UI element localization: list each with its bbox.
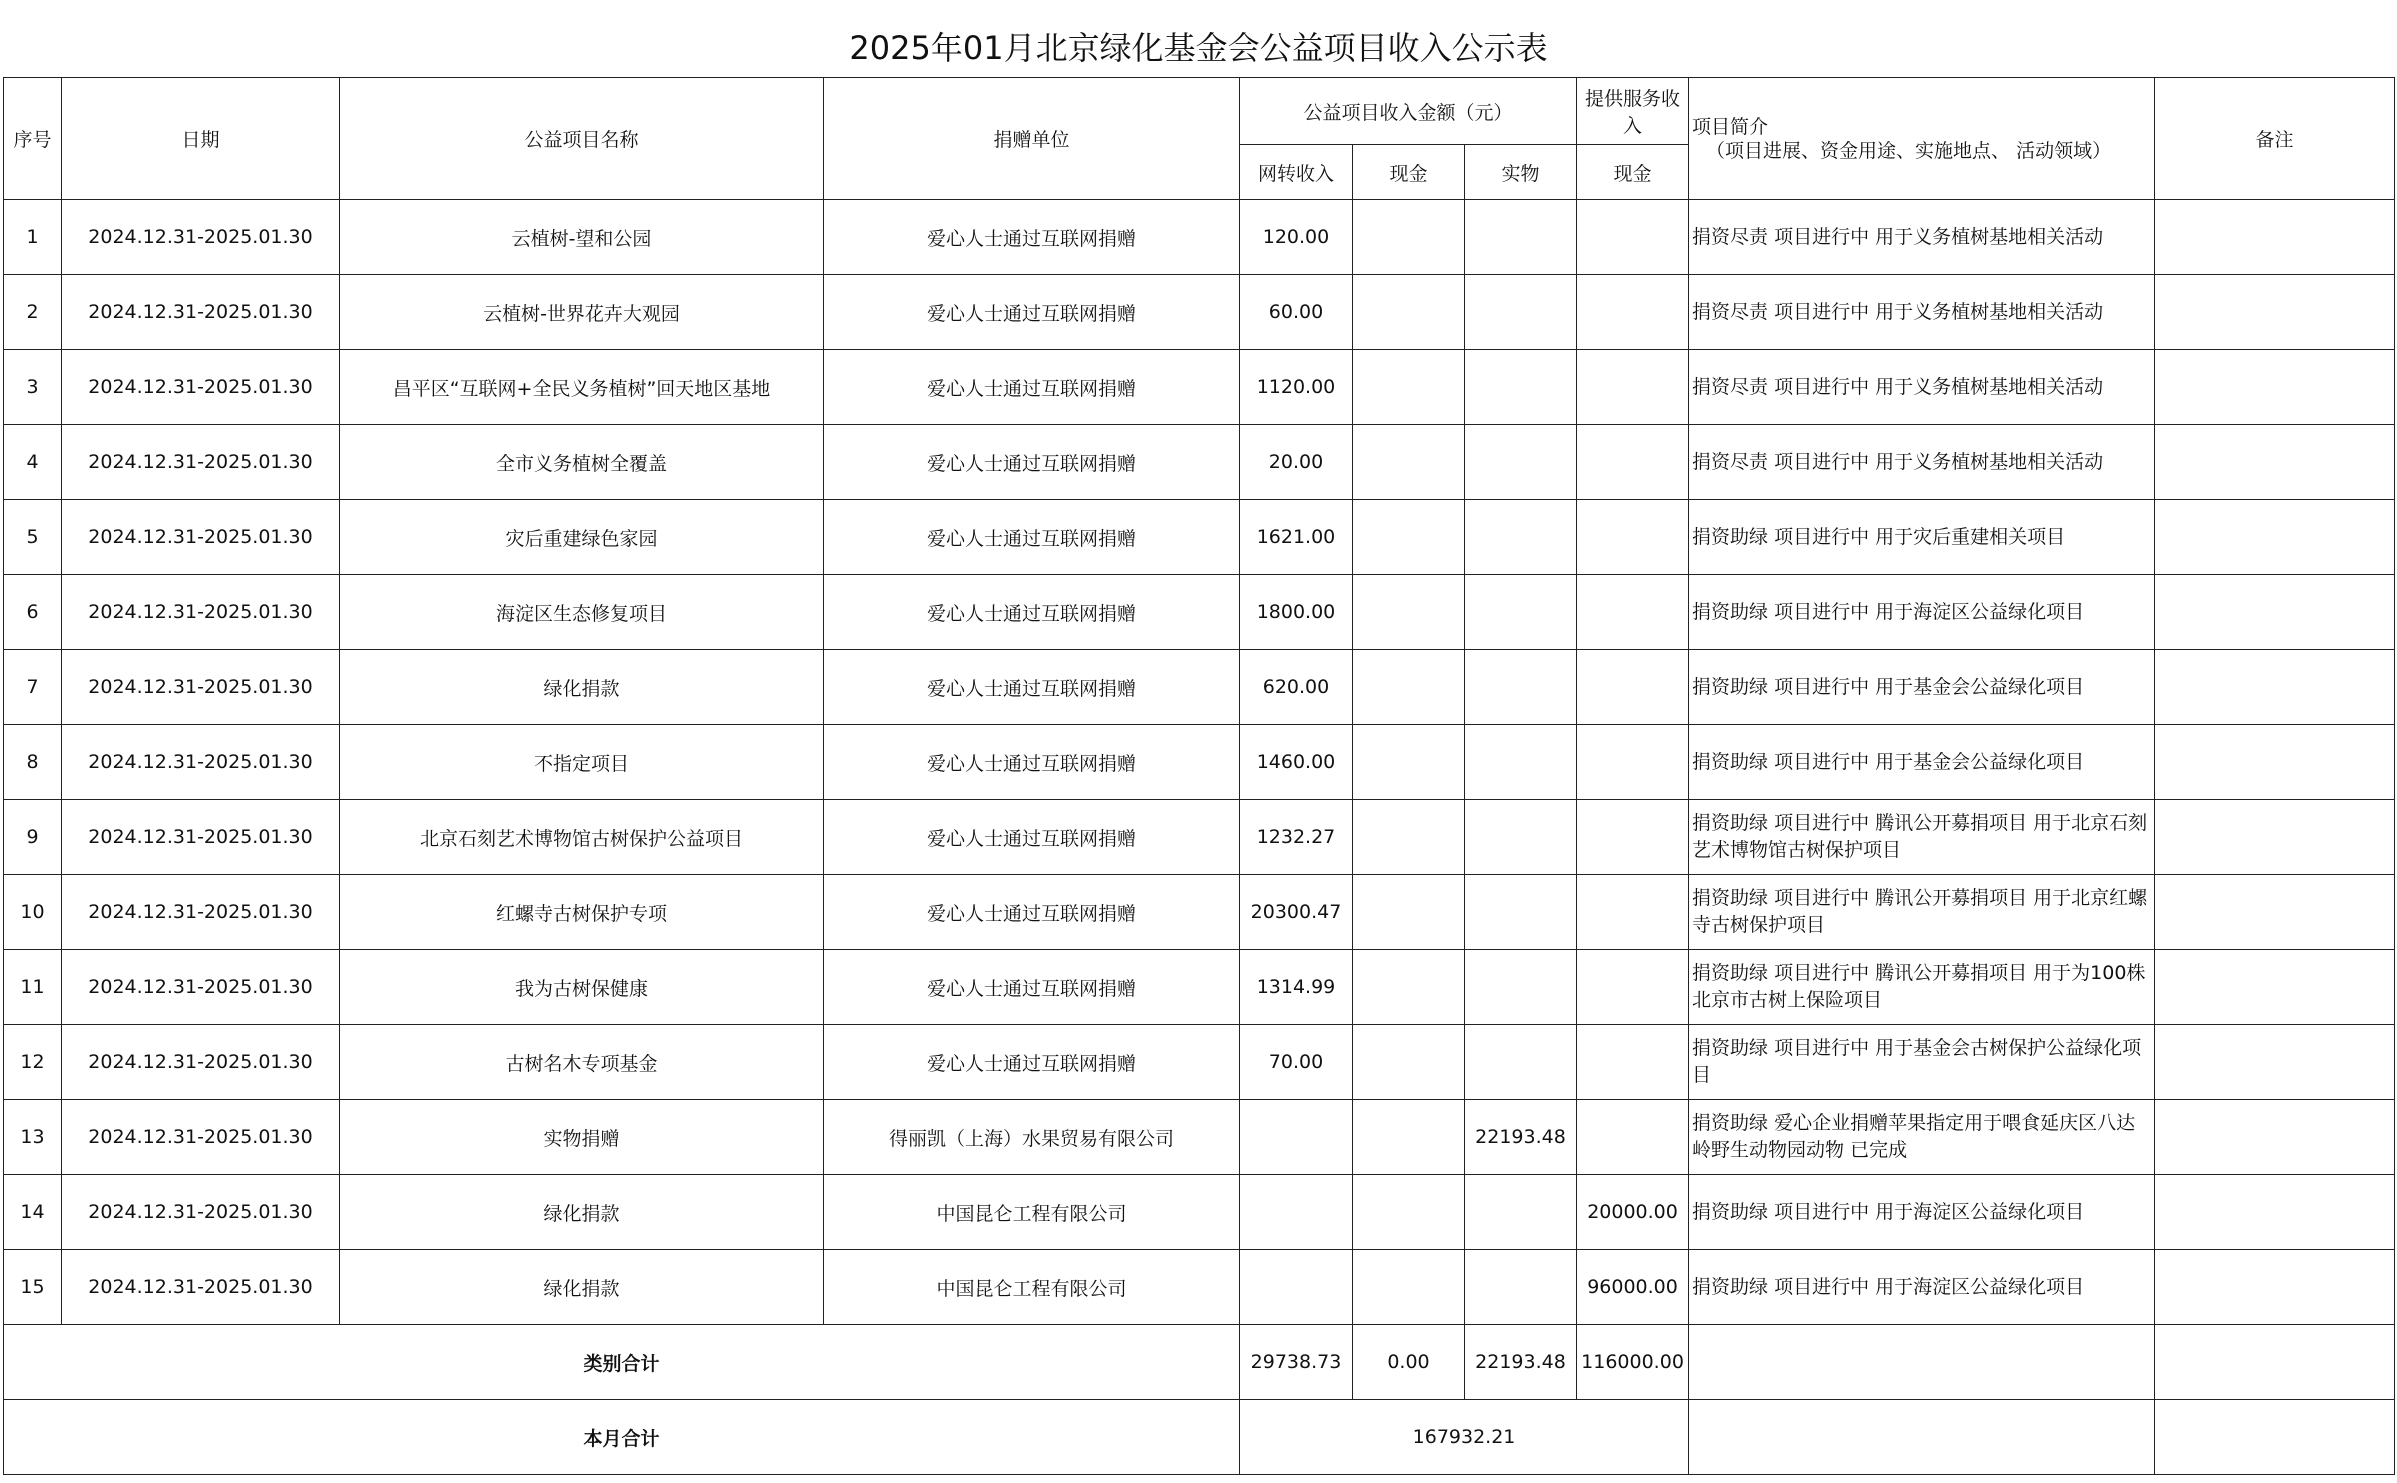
cell-intro: 捐资助绿 项目进行中 用于海淀区公益绿化项目 (1689, 1250, 2155, 1325)
cell-remark (2155, 1025, 2395, 1100)
cell-goods (1465, 1250, 1577, 1325)
cell-online: 1232.27 (1240, 800, 1353, 875)
cell-intro: 捐资助绿 项目进行中 腾讯公开募捐项目 用于北京石刻艺术博物馆古树保护项目 (1689, 800, 2155, 875)
cell-date: 2024.12.31-2025.01.30 (62, 725, 340, 800)
cell-cash (1353, 200, 1465, 275)
cell-remark (2155, 725, 2395, 800)
header-index: 序号 (4, 78, 62, 200)
category-total-goods: 22193.48 (1465, 1325, 1577, 1400)
cell-index: 9 (4, 800, 62, 875)
cell-service: 96000.00 (1577, 1250, 1689, 1325)
cell-donor: 得丽凯（上海）水果贸易有限公司 (824, 1100, 1240, 1175)
cell-intro: 捐资助绿 项目进行中 腾讯公开募捐项目 用于为100株北京市古树上保险项目 (1689, 950, 2155, 1025)
table-row (4, 350, 2395, 425)
cell-remark (2155, 1250, 2395, 1325)
cell-project: 不指定项目 (340, 725, 824, 800)
cell-intro: 捐资助绿 项目进行中 用于海淀区公益绿化项目 (1689, 575, 2155, 650)
cell-intro: 捐资尽责 项目进行中 用于义务植树基地相关活动 (1689, 200, 2155, 275)
cell-index: 2 (4, 275, 62, 350)
cell-cash (1353, 350, 1465, 425)
cell-project: 我为古树保健康 (340, 950, 824, 1025)
cell-project: 灾后重建绿色家园 (340, 500, 824, 575)
header-service-group: 提供服务收入 (1577, 78, 1689, 145)
cell-date: 2024.12.31-2025.01.30 (62, 500, 340, 575)
cell-project: 海淀区生态修复项目 (340, 575, 824, 650)
cell-service (1577, 1025, 1689, 1100)
cell-intro: 捐资助绿 项目进行中 用于海淀区公益绿化项目 (1689, 1175, 2155, 1250)
cell-intro: 捐资尽责 项目进行中 用于义务植树基地相关活动 (1689, 425, 2155, 500)
cell-online: 620.00 (1240, 650, 1353, 725)
category-total-intro (1689, 1325, 2155, 1400)
cell-date: 2024.12.31-2025.01.30 (62, 1175, 340, 1250)
table-row (4, 725, 2395, 800)
cell-index: 8 (4, 725, 62, 800)
income-table (3, 77, 2395, 1475)
cell-remark (2155, 800, 2395, 875)
table-row (4, 950, 2395, 1025)
cell-donor: 中国昆仑工程有限公司 (824, 1250, 1240, 1325)
cell-online: 1621.00 (1240, 500, 1353, 575)
cell-cash (1353, 275, 1465, 350)
cell-intro: 捐资助绿 项目进行中 用于基金会古树保护公益绿化项目 (1689, 1025, 2155, 1100)
cell-goods (1465, 1175, 1577, 1250)
cell-date: 2024.12.31-2025.01.30 (62, 1025, 340, 1100)
cell-intro: 捐资尽责 项目进行中 用于义务植树基地相关活动 (1689, 275, 2155, 350)
cell-index: 7 (4, 650, 62, 725)
cell-online (1240, 1250, 1353, 1325)
table-row (4, 500, 2395, 575)
cell-remark (2155, 275, 2395, 350)
cell-service (1577, 650, 1689, 725)
category-total-remark (2155, 1325, 2395, 1400)
cell-donor: 爱心人士通过互联网捐赠 (824, 650, 1240, 725)
cell-date: 2024.12.31-2025.01.30 (62, 800, 340, 875)
cell-service (1577, 875, 1689, 950)
cell-date: 2024.12.31-2025.01.30 (62, 875, 340, 950)
cell-project: 红螺寺古树保护专项 (340, 875, 824, 950)
cell-cash (1353, 500, 1465, 575)
month-total-row (4, 1400, 2395, 1475)
header-online: 网转收入 (1240, 145, 1353, 200)
header-intro-title: 项目简介 (1692, 115, 1769, 138)
cell-goods (1465, 425, 1577, 500)
cell-goods (1465, 950, 1577, 1025)
cell-intro: 捐资尽责 项目进行中 用于义务植树基地相关活动 (1689, 350, 2155, 425)
cell-cash (1353, 875, 1465, 950)
cell-online: 20.00 (1240, 425, 1353, 500)
cell-project: 云植树-世界花卉大观园 (340, 275, 824, 350)
cell-remark (2155, 650, 2395, 725)
cell-index: 14 (4, 1175, 62, 1250)
cell-goods (1465, 200, 1577, 275)
cell-donor: 爱心人士通过互联网捐赠 (824, 800, 1240, 875)
table-row (4, 575, 2395, 650)
cell-date: 2024.12.31-2025.01.30 (62, 1250, 340, 1325)
cell-cash (1353, 950, 1465, 1025)
cell-cash (1353, 425, 1465, 500)
cell-goods: 22193.48 (1465, 1100, 1577, 1175)
cell-intro: 捐资助绿 项目进行中 用于灾后重建相关项目 (1689, 500, 2155, 575)
cell-remark (2155, 1175, 2395, 1250)
cell-cash (1353, 1250, 1465, 1325)
header-service-cash: 现金 (1577, 145, 1689, 200)
header-cash: 现金 (1353, 145, 1465, 200)
cell-project: 北京石刻艺术博物馆古树保护公益项目 (340, 800, 824, 875)
cell-donor: 爱心人士通过互联网捐赠 (824, 1025, 1240, 1100)
cell-remark (2155, 350, 2395, 425)
cell-cash (1353, 1100, 1465, 1175)
category-total-service: 116000.00 (1577, 1325, 1689, 1400)
cell-service (1577, 500, 1689, 575)
header-project: 公益项目名称 (340, 78, 824, 200)
cell-donor: 爱心人士通过互联网捐赠 (824, 725, 1240, 800)
cell-donor: 爱心人士通过互联网捐赠 (824, 275, 1240, 350)
category-total-online: 29738.73 (1240, 1325, 1353, 1400)
cell-online: 1314.99 (1240, 950, 1353, 1025)
table-row (4, 275, 2395, 350)
cell-donor: 爱心人士通过互联网捐赠 (824, 950, 1240, 1025)
cell-service (1577, 725, 1689, 800)
cell-intro: 捐资助绿 项目进行中 用于基金会公益绿化项目 (1689, 725, 2155, 800)
cell-index: 5 (4, 500, 62, 575)
header-remark: 备注 (2155, 78, 2395, 200)
cell-cash (1353, 1025, 1465, 1100)
cell-donor: 爱心人士通过互联网捐赠 (824, 875, 1240, 950)
cell-cash (1353, 725, 1465, 800)
cell-intro: 捐资助绿 项目进行中 腾讯公开募捐项目 用于北京红螺寺古树保护项目 (1689, 875, 2155, 950)
cell-service (1577, 575, 1689, 650)
cell-date: 2024.12.31-2025.01.30 (62, 950, 340, 1025)
cell-online: 1460.00 (1240, 725, 1353, 800)
cell-donor: 爱心人士通过互联网捐赠 (824, 425, 1240, 500)
cell-goods (1465, 650, 1577, 725)
cell-project: 绿化捐款 (340, 650, 824, 725)
cell-goods (1465, 275, 1577, 350)
month-total-label: 本月合计 (4, 1400, 1240, 1475)
cell-goods (1465, 575, 1577, 650)
cell-remark (2155, 200, 2395, 275)
cell-online: 120.00 (1240, 200, 1353, 275)
cell-date: 2024.12.31-2025.01.30 (62, 350, 340, 425)
table-row (4, 200, 2395, 275)
cell-goods (1465, 1025, 1577, 1100)
table-row (4, 1175, 2395, 1250)
cell-cash (1353, 1175, 1465, 1250)
cell-date: 2024.12.31-2025.01.30 (62, 650, 340, 725)
table-row (4, 1100, 2395, 1175)
cell-donor: 爱心人士通过互联网捐赠 (824, 575, 1240, 650)
header-row-1 (4, 78, 2395, 145)
cell-date: 2024.12.31-2025.01.30 (62, 1100, 340, 1175)
header-donor: 捐赠单位 (824, 78, 1240, 200)
header-intro-subtitle: （项目进展、资金用途、实施地点、 活动领域） (1706, 139, 2112, 162)
table-row (4, 875, 2395, 950)
header-income-group: 公益项目收入金额（元） (1240, 78, 1577, 145)
cell-goods (1465, 500, 1577, 575)
cell-date: 2024.12.31-2025.01.30 (62, 200, 340, 275)
cell-remark (2155, 950, 2395, 1025)
cell-index: 11 (4, 950, 62, 1025)
cell-service (1577, 800, 1689, 875)
cell-donor: 爱心人士通过互联网捐赠 (824, 350, 1240, 425)
cell-service (1577, 425, 1689, 500)
cell-date: 2024.12.31-2025.01.30 (62, 425, 340, 500)
category-total-row (4, 1325, 2395, 1400)
cell-online (1240, 1175, 1353, 1250)
cell-online: 1120.00 (1240, 350, 1353, 425)
cell-project: 实物捐赠 (340, 1100, 824, 1175)
cell-service (1577, 1100, 1689, 1175)
cell-index: 3 (4, 350, 62, 425)
cell-online: 60.00 (1240, 275, 1353, 350)
category-total-cash: 0.00 (1353, 1325, 1465, 1400)
cell-service (1577, 200, 1689, 275)
cell-remark (2155, 1100, 2395, 1175)
cell-online (1240, 1100, 1353, 1175)
cell-goods (1465, 875, 1577, 950)
cell-project: 全市义务植树全覆盖 (340, 425, 824, 500)
category-total-label: 类别合计 (4, 1325, 1240, 1400)
header-goods: 实物 (1465, 145, 1577, 200)
cell-goods (1465, 800, 1577, 875)
cell-intro: 捐资助绿 项目进行中 用于基金会公益绿化项目 (1689, 650, 2155, 725)
cell-service: 20000.00 (1577, 1175, 1689, 1250)
table-row (4, 800, 2395, 875)
header-intro (1689, 78, 2155, 200)
cell-remark (2155, 500, 2395, 575)
cell-index: 13 (4, 1100, 62, 1175)
cell-remark (2155, 575, 2395, 650)
cell-project: 云植树-望和公园 (340, 200, 824, 275)
page-title: 2025年01月北京绿化基金会公益项目收入公示表 (849, 29, 1548, 67)
cell-online: 70.00 (1240, 1025, 1353, 1100)
cell-donor: 爱心人士通过互联网捐赠 (824, 500, 1240, 575)
cell-index: 12 (4, 1025, 62, 1100)
cell-online: 1800.00 (1240, 575, 1353, 650)
cell-index: 1 (4, 200, 62, 275)
cell-project: 古树名木专项基金 (340, 1025, 824, 1100)
month-total-remark (2155, 1400, 2395, 1475)
cell-service (1577, 275, 1689, 350)
cell-index: 15 (4, 1250, 62, 1325)
table-row (4, 1250, 2395, 1325)
month-total-value: 167932.21 (1240, 1400, 1689, 1475)
table-row (4, 425, 2395, 500)
cell-index: 10 (4, 875, 62, 950)
cell-project: 绿化捐款 (340, 1250, 824, 1325)
header-date: 日期 (62, 78, 340, 200)
cell-cash (1353, 800, 1465, 875)
table-row (4, 1025, 2395, 1100)
cell-remark (2155, 875, 2395, 950)
cell-donor: 中国昆仑工程有限公司 (824, 1175, 1240, 1250)
cell-cash (1353, 575, 1465, 650)
cell-intro: 捐资助绿 爱心企业捐赠苹果指定用于喂食延庆区八达岭野生动物园动物 已完成 (1689, 1100, 2155, 1175)
month-total-intro (1689, 1400, 2155, 1475)
cell-service (1577, 350, 1689, 425)
table-row (4, 650, 2395, 725)
cell-date: 2024.12.31-2025.01.30 (62, 575, 340, 650)
cell-donor: 爱心人士通过互联网捐赠 (824, 200, 1240, 275)
cell-cash (1353, 650, 1465, 725)
cell-remark (2155, 425, 2395, 500)
cell-date: 2024.12.31-2025.01.30 (62, 275, 340, 350)
cell-goods (1465, 725, 1577, 800)
cell-service (1577, 950, 1689, 1025)
cell-project: 绿化捐款 (340, 1175, 824, 1250)
cell-goods (1465, 350, 1577, 425)
cell-online: 20300.47 (1240, 875, 1353, 950)
cell-index: 6 (4, 575, 62, 650)
cell-index: 4 (4, 425, 62, 500)
cell-project: 昌平区“互联网+全民义务植树”回天地区基地 (340, 350, 824, 425)
